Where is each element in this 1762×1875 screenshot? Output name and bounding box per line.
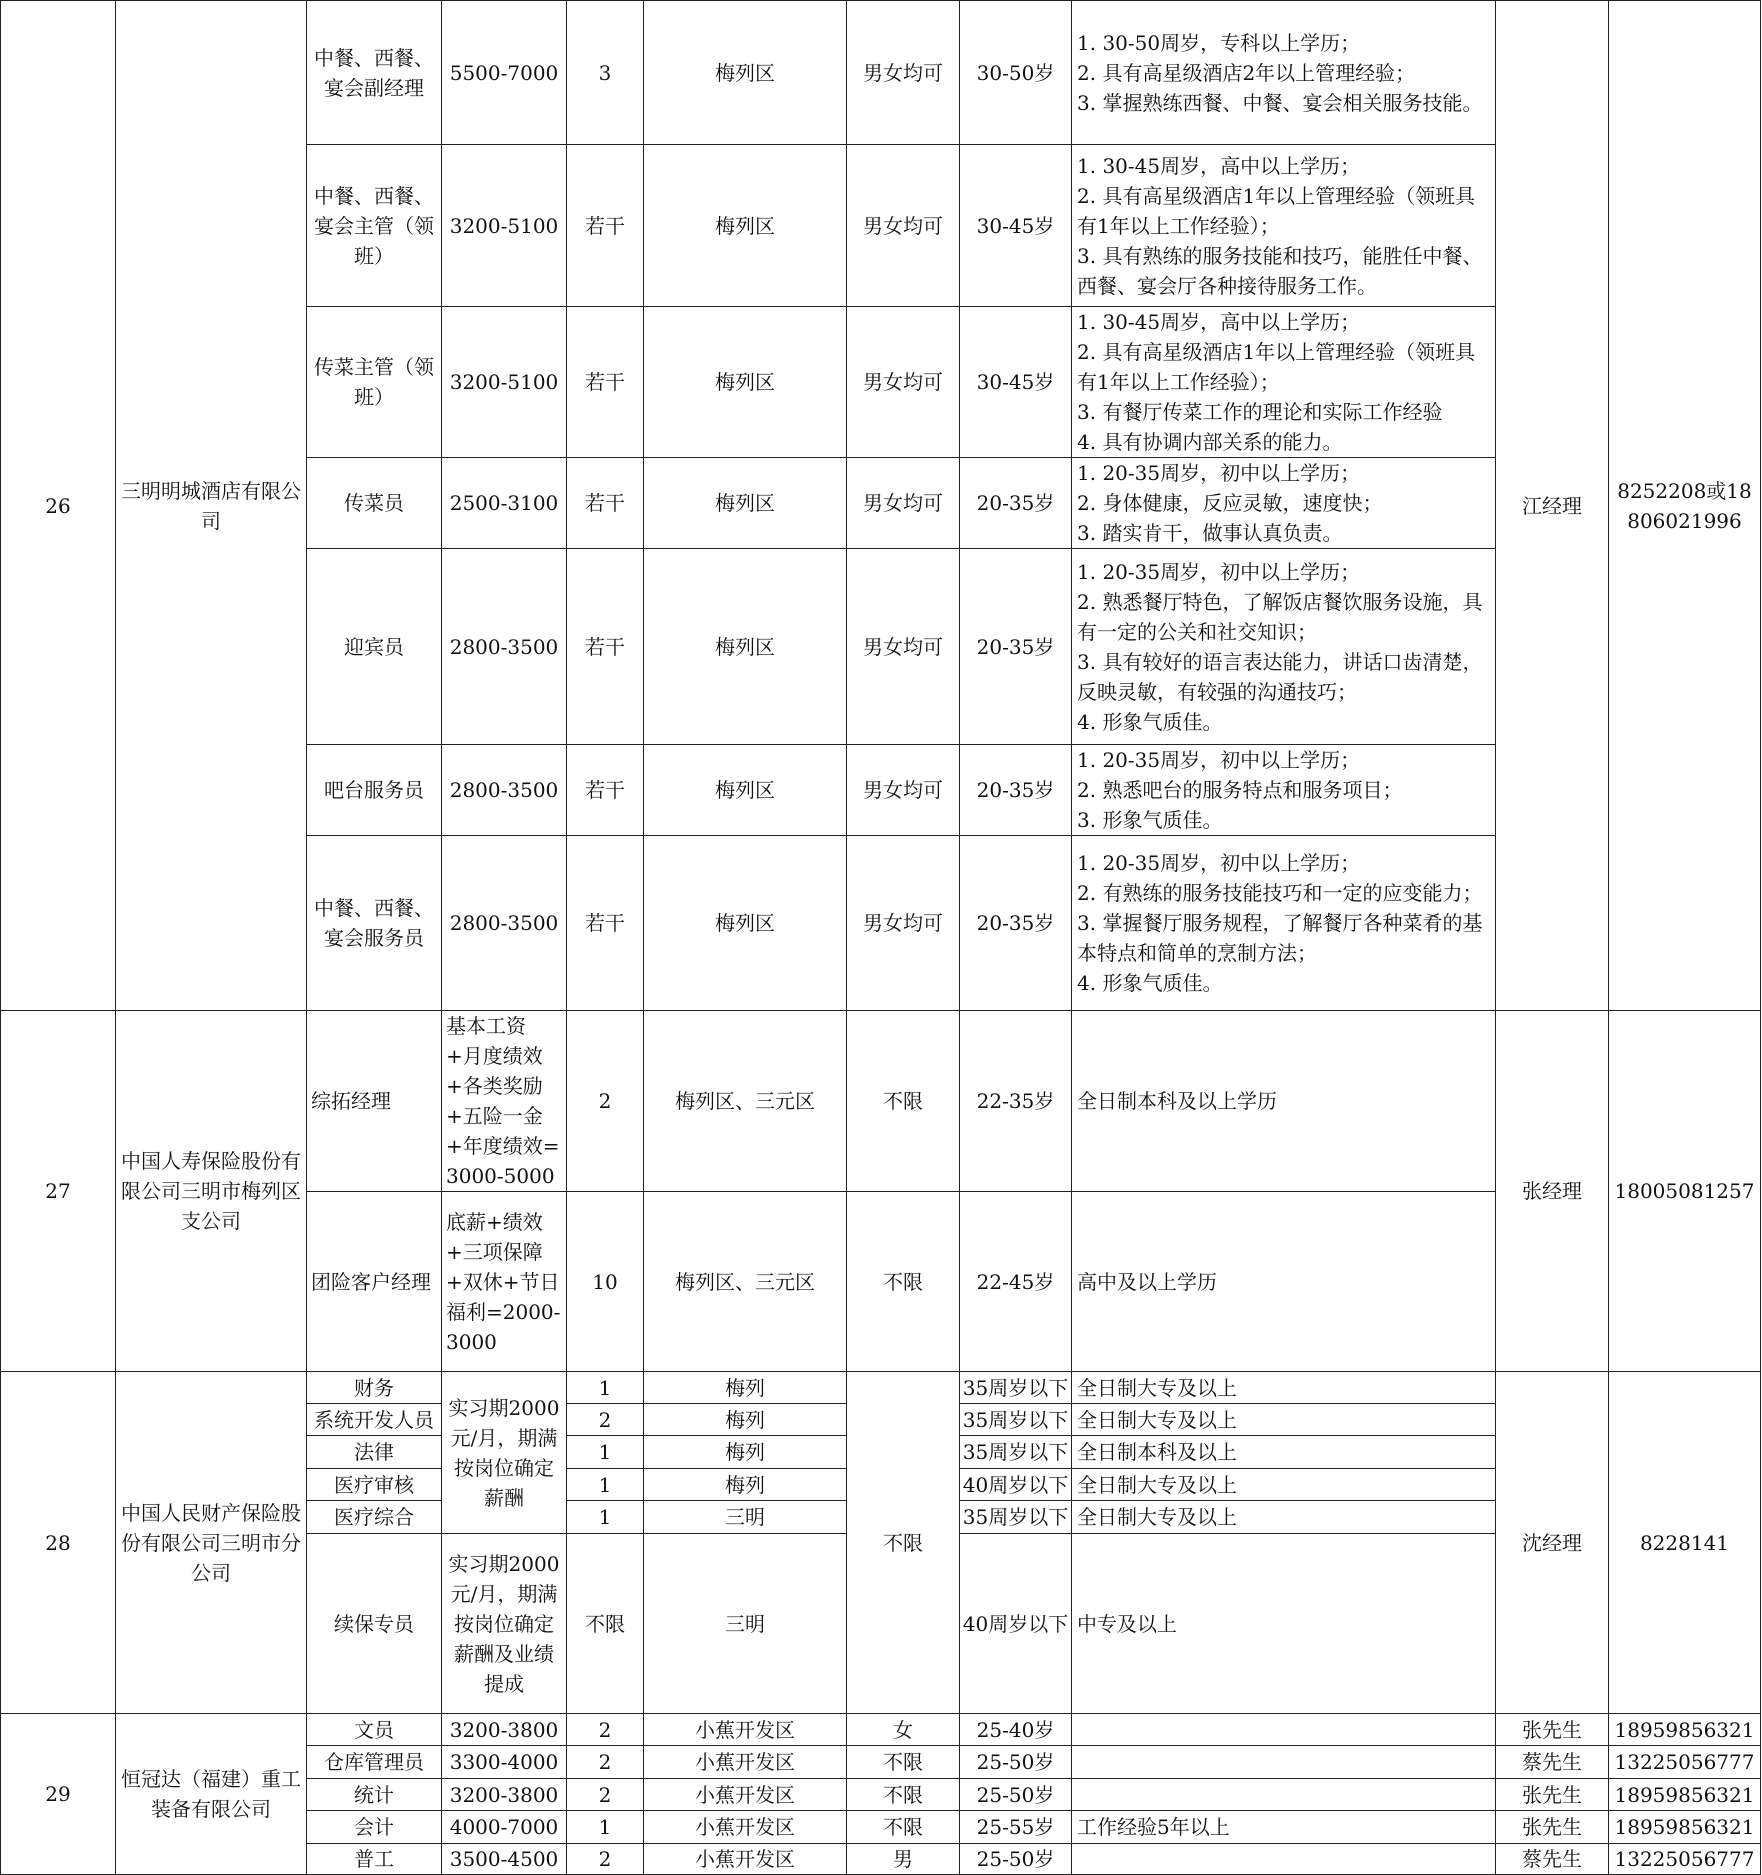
job-location: 梅列区: [644, 836, 847, 1011]
job-gender: 不限: [847, 1811, 960, 1844]
job-location: 梅列区: [644, 307, 847, 458]
job-location: 梅列: [644, 1404, 847, 1436]
job-age: 25-50岁: [960, 1746, 1072, 1779]
job-location: 梅列区、三元区: [644, 1192, 847, 1372]
job-gender: 男女均可: [847, 145, 960, 307]
job-gender: 男女均可: [847, 458, 960, 549]
job-age: 30-45岁: [960, 145, 1072, 307]
job-location: 梅列: [644, 1372, 847, 1404]
job-location: 小蕉开发区: [644, 1746, 847, 1779]
job-location: 三明: [644, 1534, 847, 1714]
requirement-line: 1. 20-35周岁，初中以上学历；: [1077, 559, 1361, 584]
job-age: 40周岁以下: [960, 1534, 1072, 1714]
job-age: 25-40岁: [960, 1714, 1072, 1746]
job-salary: 3200-3800: [442, 1779, 567, 1811]
job-age: 22-45岁: [960, 1192, 1072, 1372]
job-count: 3: [567, 1, 644, 145]
job-age: 40周岁以下: [960, 1469, 1072, 1501]
job-location: 梅列区: [644, 145, 847, 307]
job-title: 财务: [307, 1372, 442, 1404]
requirement-line: 1. 20-35周岁，初中以上学历；: [1077, 461, 1361, 485]
job-count: 1: [567, 1811, 644, 1844]
job-requirements: [1072, 1844, 1496, 1875]
job-location: 梅列区: [644, 745, 847, 836]
job-title: 会计: [307, 1811, 442, 1844]
requirement-line: 3. 踏实肯干，做事认真负责。: [1077, 521, 1343, 545]
job-salary: 5500-7000: [442, 1, 567, 145]
job-count: 1: [567, 1436, 644, 1469]
job-gender: 不限: [847, 1192, 960, 1372]
job-location: 梅列区、三元区: [644, 1011, 847, 1192]
job-age: 35周岁以下: [960, 1372, 1072, 1404]
job-count: 10: [567, 1192, 644, 1372]
contact-phone: 8252208或18806021996: [1609, 1, 1761, 1011]
job-title: 传菜员: [307, 458, 442, 549]
job-title: 中餐、西餐、宴会副经理: [307, 1, 442, 145]
job-gender: 男女均可: [847, 836, 960, 1011]
table-row: [1, 1372, 1761, 1404]
job-requirements: [1072, 145, 1496, 307]
company-number: 29: [1, 1714, 116, 1875]
job-count: 2: [567, 1746, 644, 1779]
table-row: [1, 1011, 1761, 1192]
job-gender: 不限: [847, 1011, 960, 1192]
requirement-line: 1. 30-45周岁，高中以上学历；: [1077, 153, 1361, 178]
job-count: 2: [567, 1011, 644, 1192]
job-title: 团险客户经理: [307, 1192, 442, 1372]
job-salary: 3500-4500: [442, 1844, 567, 1875]
requirement-line: 2. 有熟练的服务技能技巧和一定的应变能力；: [1077, 881, 1483, 905]
job-title: 传菜主管（领班）: [307, 307, 442, 458]
job-salary: 2500-3100: [442, 458, 567, 549]
job-requirements: 全日制本科及以上学历: [1072, 1011, 1496, 1192]
job-gender: 男女均可: [847, 1, 960, 145]
job-age: 35周岁以下: [960, 1436, 1072, 1469]
requirement-line: 1. 20-35周岁，初中以上学历；: [1077, 851, 1361, 875]
job-title: 文员: [307, 1714, 442, 1746]
job-requirements: [1072, 1714, 1496, 1746]
job-location: 梅列区: [644, 458, 847, 549]
job-requirements: 全日制本科及以上: [1072, 1436, 1496, 1469]
requirement-line: 2. 身体健康，反应灵敏，速度快；: [1077, 491, 1383, 515]
job-requirements: [1072, 1, 1496, 145]
job-title: 普工: [307, 1844, 442, 1875]
contact-phone: 18959856321: [1609, 1714, 1761, 1746]
job-title: 法律: [307, 1436, 442, 1469]
job-age: 35周岁以下: [960, 1501, 1072, 1534]
job-age: 25-50岁: [960, 1779, 1072, 1811]
job-requirements: [1072, 307, 1496, 458]
requirement-line: 3. 形象气质佳。: [1077, 808, 1223, 832]
contact-phone: 18959856321: [1609, 1779, 1761, 1811]
job-requirements: [1072, 549, 1496, 745]
contact-person: 蔡先生: [1496, 1844, 1609, 1875]
job-location: 梅列区: [644, 1, 847, 145]
job-title: 统计: [307, 1779, 442, 1811]
job-count: 2: [567, 1844, 644, 1875]
job-salary: 实习期2000元/月，期满按岗位确定薪酬: [442, 1372, 567, 1534]
job-title: 医疗综合: [307, 1501, 442, 1534]
job-age: 30-50岁: [960, 1, 1072, 145]
job-salary: 3200-3800: [442, 1714, 567, 1746]
contact-phone: 13225056777: [1609, 1844, 1761, 1875]
requirement-line: 4. 形象气质佳。: [1077, 971, 1223, 995]
job-requirements: 高中及以上学历: [1072, 1192, 1496, 1372]
requirement-line: 1. 30-45周岁，高中以上学历；: [1077, 310, 1361, 334]
requirement-line: 1. 20-35周岁，初中以上学历；: [1077, 748, 1361, 772]
job-requirements: 全日制大专及以上: [1072, 1501, 1496, 1534]
job-gender: 男女均可: [847, 549, 960, 745]
company-name: 三明明城酒店有限公司: [116, 1, 307, 1011]
job-gender: 不限: [847, 1779, 960, 1811]
job-count: 1: [567, 1372, 644, 1404]
job-requirements: [1072, 836, 1496, 1011]
requirement-line: 2. 熟悉餐厅特色，了解饭店餐饮服务设施，具有一定的公关和社交知识；: [1077, 589, 1483, 644]
job-requirements: [1072, 745, 1496, 836]
requirement-line: 2. 熟悉吧台的服务特点和服务项目；: [1077, 778, 1403, 802]
company-name: 恒冠达（福建）重工装备有限公司: [116, 1714, 307, 1875]
job-requirements: 全日制大专及以上: [1072, 1404, 1496, 1436]
job-age: 30-45岁: [960, 307, 1072, 458]
job-title: 系统开发人员: [307, 1404, 442, 1436]
job-count: 若干: [567, 836, 644, 1011]
job-title: 中餐、西餐、宴会主管（领班）: [307, 145, 442, 307]
job-count: 若干: [567, 307, 644, 458]
contact-phone: 8228141: [1609, 1372, 1761, 1714]
job-requirements: [1072, 1746, 1496, 1779]
job-count: 1: [567, 1469, 644, 1501]
job-age: 22-35岁: [960, 1011, 1072, 1192]
job-count: 若干: [567, 549, 644, 745]
job-requirements: 全日制大专及以上: [1072, 1372, 1496, 1404]
job-age: 20-35岁: [960, 458, 1072, 549]
company-number: 28: [1, 1372, 116, 1714]
contact-phone: 18959856321: [1609, 1811, 1761, 1844]
job-salary: 3300-4000: [442, 1746, 567, 1779]
job-age: 20-35岁: [960, 836, 1072, 1011]
job-location: 梅列区: [644, 549, 847, 745]
job-salary: 2800-3500: [442, 549, 567, 745]
table-row: [1, 1, 1761, 145]
job-age: 20-35岁: [960, 745, 1072, 836]
contact-phone: 18005081257: [1609, 1011, 1761, 1372]
job-location: 小蕉开发区: [644, 1714, 847, 1746]
job-requirements: [1072, 458, 1496, 549]
job-age: 20-35岁: [960, 549, 1072, 745]
company-number: 26: [1, 1, 116, 1011]
requirement-line: 3. 掌握熟练西餐、中餐、宴会相关服务技能。: [1077, 90, 1483, 115]
contact-person: 沈经理: [1496, 1372, 1609, 1714]
job-title: 综拓经理: [307, 1011, 442, 1192]
table-row: [1, 1714, 1761, 1746]
contact-person: 蔡先生: [1496, 1746, 1609, 1779]
job-count: 若干: [567, 745, 644, 836]
job-count: 2: [567, 1404, 644, 1436]
job-requirements: 中专及以上: [1072, 1534, 1496, 1714]
contact-person: 张经理: [1496, 1011, 1609, 1372]
company-name: 中国人民财产保险股份有限公司三明市分公司: [116, 1372, 307, 1714]
contact-person: 江经理: [1496, 1, 1609, 1011]
job-location: 三明: [644, 1501, 847, 1534]
job-age: 25-55岁: [960, 1811, 1072, 1844]
job-title: 仓库管理员: [307, 1746, 442, 1779]
job-gender: 不限: [847, 1372, 960, 1714]
job-requirements: 工作经验5年以上: [1072, 1811, 1496, 1844]
job-location: 小蕉开发区: [644, 1844, 847, 1875]
contact-person: 张先生: [1496, 1714, 1609, 1746]
job-count: 若干: [567, 145, 644, 307]
requirement-line: 3. 掌握餐厅服务规程，了解餐厅各种菜肴的基本特点和简单的烹制方法；: [1077, 911, 1483, 965]
job-age: 35周岁以下: [960, 1404, 1072, 1436]
requirement-line: 3. 具有熟练的服务技能和技巧，能胜任中餐、西餐、宴会厅各种接待服务工作。: [1077, 243, 1483, 298]
job-title: 续保专员: [307, 1534, 442, 1714]
job-requirements: 全日制大专及以上: [1072, 1469, 1496, 1501]
job-requirements: [1072, 1779, 1496, 1811]
job-location: 小蕉开发区: [644, 1811, 847, 1844]
job-salary: 4000-7000: [442, 1811, 567, 1844]
contact-person: 张先生: [1496, 1811, 1609, 1844]
requirement-line: 3. 具有较好的语言表达能力，讲话口齿清楚，反映灵敏，有较强的沟通技巧；: [1077, 649, 1483, 704]
job-title: 吧台服务员: [307, 745, 442, 836]
requirement-line: 2. 具有高星级酒店2年以上管理经验；: [1077, 60, 1416, 85]
job-title: 中餐、西餐、宴会服务员: [307, 836, 442, 1011]
job-count: 2: [567, 1779, 644, 1811]
job-salary: 底薪+绩效+三项保障+双休+节日福利=2000-3000: [442, 1192, 567, 1372]
job-count: 不限: [567, 1534, 644, 1714]
job-gender: 男女均可: [847, 307, 960, 458]
job-gender: 不限: [847, 1746, 960, 1779]
job-salary: 2800-3500: [442, 836, 567, 1011]
job-salary: 3200-5100: [442, 145, 567, 307]
contact-person: 张先生: [1496, 1779, 1609, 1811]
job-age: 25-50岁: [960, 1844, 1072, 1875]
job-gender: 男女均可: [847, 745, 960, 836]
job-location: 小蕉开发区: [644, 1779, 847, 1811]
job-title: 迎宾员: [307, 549, 442, 745]
company-number: 27: [1, 1011, 116, 1372]
job-gender: 男: [847, 1844, 960, 1875]
requirement-line: 4. 具有协调内部关系的能力。: [1077, 430, 1343, 454]
requirement-line: 2. 具有高星级酒店1年以上管理经验（领班具有1年以上工作经验）；: [1077, 183, 1476, 238]
job-salary: 实习期2000元/月，期满按岗位确定薪酬及业绩提成: [442, 1534, 567, 1714]
job-location: 梅列: [644, 1436, 847, 1469]
company-name: 中国人寿保险股份有限公司三明市梅列区支公司: [116, 1011, 307, 1372]
requirement-line: 3. 有餐厅传菜工作的理论和实际工作经验: [1077, 400, 1443, 424]
job-salary: 3200-5100: [442, 307, 567, 458]
requirement-line: 4. 形象气质佳。: [1077, 709, 1223, 734]
contact-phone: 13225056777: [1609, 1746, 1761, 1779]
requirement-line: 2. 具有高星级酒店1年以上管理经验（领班具有1年以上工作经验）；: [1077, 340, 1476, 394]
job-count: 2: [567, 1714, 644, 1746]
job-gender: 女: [847, 1714, 960, 1746]
job-location: 梅列: [644, 1469, 847, 1501]
job-salary: 基本工资+月度绩效+各类奖励+五险一金+年度绩效=3000-5000: [442, 1011, 567, 1192]
job-title: 医疗审核: [307, 1469, 442, 1501]
job-count: 若干: [567, 458, 644, 549]
job-count: 1: [567, 1501, 644, 1534]
requirement-line: 1. 30-50周岁，专科以上学历；: [1077, 30, 1361, 55]
job-salary: 2800-3500: [442, 745, 567, 836]
